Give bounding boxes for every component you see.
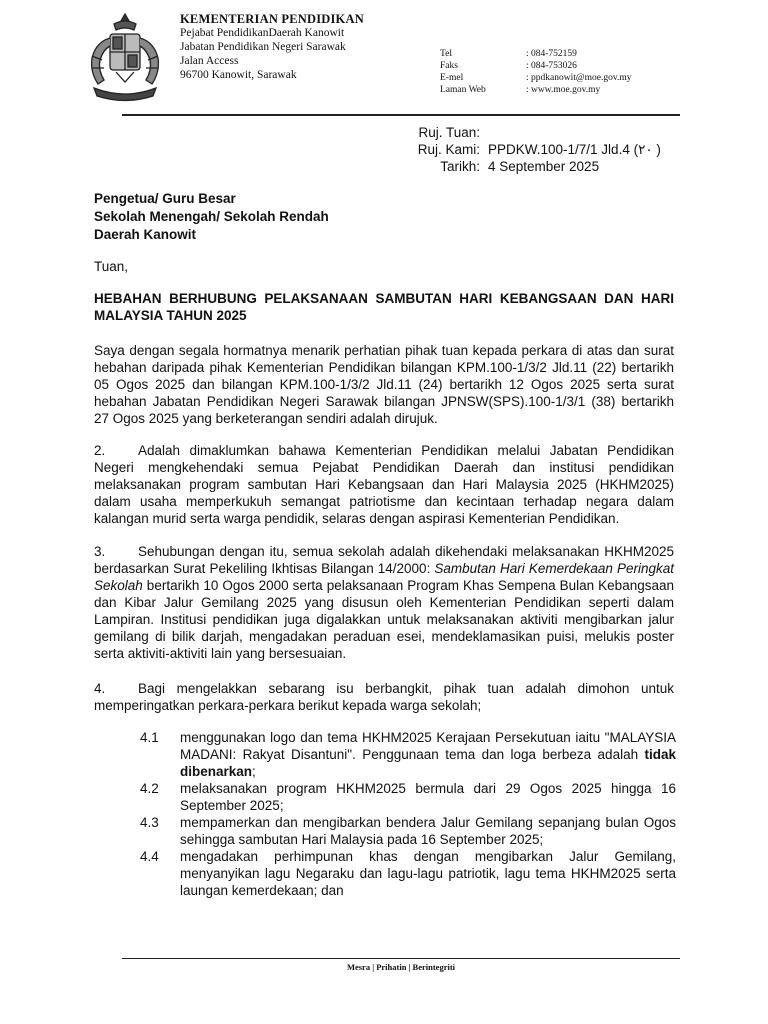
letterhead-line: 96700 Kanowit, Sarawak (180, 69, 297, 81)
item-number: 4.2 (140, 781, 159, 796)
letterhead-address (180, 12, 364, 82)
addressee-line: Sekolah Menengah/ Sekolah Rendah (94, 209, 329, 224)
contact-value: : 084-753026 (526, 61, 577, 71)
item-text (180, 729, 676, 780)
paragraph-number: 4. (94, 681, 106, 696)
list-item (140, 780, 676, 814)
item-number: 4.4 (140, 849, 159, 864)
ref-label: Ruj. Kami: (417, 142, 480, 157)
paragraph-1: Saya dengan segala hormatnya menarik perhatian pihak tuan kepada perkara di atas dan surat hebahan daripada pihak Kementerian Pendidikan bilangan KPM.100-1/3/2 Jld.11 (22) bertarikh 05 Ogos 2025 dan bilangan KPM.100-1/3/2 Jld.11 (24) bertarikh 12 Ogos 2025 serta surat hebahan Jabatan Pendidikan Negeri Sarawak bilangan JPNSW(SPS).100-1/3/1 (38) bertarikh 27 Ogos 2025 yang berketerangan sendiri adalah dirujuk. (94, 343, 674, 426)
contact-value: : ppdkanowit@moe.gov.my (526, 73, 632, 83)
contact-value: : www.moe.gov.my (526, 85, 601, 95)
footer-motto: Mesra | Prihatin | Berintegriti (346, 962, 456, 972)
reference-block (394, 124, 661, 175)
ref-label: Tarikh: (440, 159, 480, 174)
ref-value: 4 September 2025 (488, 159, 600, 174)
ministry-name: KEMENTERIAN PENDIDIKAN (180, 12, 364, 26)
paragraph-text: Sehubungan dengan itu, semua sekolah adalah dikehendaki melaksanakan HKHM2025 berdasarkan Surat Pekeliling Ikhtisas Bilangan 14/2000: (94, 544, 674, 576)
paragraph-number: 2. (94, 443, 106, 458)
item-text-bold: tidak dibenarkan (180, 747, 676, 779)
contact-label: Faks (440, 61, 458, 71)
ref-row-date (394, 158, 661, 175)
paragraph-2 (94, 442, 674, 527)
paragraph-4 (94, 680, 674, 714)
addressee-block (94, 190, 329, 244)
paragraph-text: bertarikh 10 Ogos 2000 serta pelaksanaan Program Khas Sempena Bulan Kebangsaan dan Kibar Jalur Gemilang 2025 yang disusun oleh Kementerian Pendidikan seperti dalam Lampiran. Institusi pendidikan juga digalakkan untuk melaksanakan aktiviti mengibarkan jalur gemilang di bilik darjah, mengadakan peraduan esei, mendeklamasikan puisi, melukis poster serta aktiviti-aktiviti lain yang bersesuaian. (94, 578, 674, 661)
instruction-list (140, 729, 676, 899)
footer-divider (122, 958, 680, 959)
ref-label: Ruj. Tuan: (418, 125, 480, 140)
item-text: mempamerkan dan mengibarkan bendera Jalur Gemilang sepanjang bulan Ogos sehingga sambutan Hari Malaysia pada 16 September 2025; (180, 815, 676, 847)
item-text: mengadakan perhimpunan khas dengan mengibarkan Jalur Gemilang, menyanyikan lagu Negaraku dan lagu-lagu patriotik, lagu tema HKHM2025 serta laungan kemerdekaan; dan (180, 849, 676, 898)
letterhead-line: Jalan Access (180, 55, 239, 67)
letterhead-line: Pejabat PendidikanDaerah Kanowit (180, 27, 345, 39)
coat-of-arms-icon (80, 10, 170, 106)
addressee-line: Daerah Kanowit (94, 227, 197, 242)
ref-value: PPDKW.100-1/7/1 Jld.4 (٢٠ ) (488, 142, 661, 157)
paragraph-3 (94, 543, 674, 662)
paragraph-text: Bagi mengelakkan sebarang isu berbangkit, pihak tuan adalah dimohon untuk memperingatkan perkara-perkara berikut kepada warga sekolah; (94, 681, 674, 713)
item-text-tail: ; (252, 764, 256, 779)
contact-label: E-mel (440, 73, 464, 83)
contact-value: : 084-752159 (526, 49, 577, 59)
list-item (140, 729, 676, 780)
letter-subject-heading: HEBAHAN BERHUBUNG PELAKSANAAN SAMBUTAN HARI KEBANGSAAN DAN HARI MALAYSIA TAHUN 2025 (94, 291, 674, 323)
contact-row-tel (440, 48, 632, 60)
contact-row-fax (440, 60, 632, 72)
contact-label: Laman Web (440, 85, 486, 95)
contact-row-web (440, 84, 632, 96)
paragraph-text: Adalah dimaklumkan bahawa Kementerian Pendidikan melalui Jabatan Pendidikan Negeri mengkehendaki semua Pejabat Pendidikan Daerah dan institusi pendidikan melaksanakan program sambutan Hari Kebangsaan dan Hari Malaysia 2025 (HKHM2025) dalam usaha memperkukuh semangat patriotisme dan kecintaan terhadap negara dalam kalangan murid serta warga pendidik, selaras dengan aspirasi Kementerian Pendidikan. (94, 443, 674, 526)
ref-row-tuan (394, 124, 661, 141)
addressee-line: Pengetua/ Guru Besar (94, 191, 236, 206)
contact-details (440, 48, 632, 96)
list-item (140, 814, 676, 848)
item-text-main: menggunakan logo dan tema HKHM2025 Kerajaan Persekutuan iaitu "MALAYSIA MADANI: Rakyat Disantuni". Penggunaan tema dan loga berbeza adalah (180, 730, 676, 762)
item-number: 4.3 (140, 815, 159, 830)
item-text: melaksanakan program HKHM2025 bermula dari 29 Ogos 2025 hingga 16 September 2025; (180, 781, 676, 813)
letterhead-divider (122, 114, 680, 116)
item-number: 4.1 (140, 730, 159, 745)
paragraph-number: 3. (94, 544, 106, 559)
contact-label: Tel (440, 49, 452, 59)
letterhead-line: Jabatan Pendidikan Negeri Sarawak (180, 41, 346, 53)
list-item (140, 848, 676, 899)
contact-row-email (440, 72, 632, 84)
ref-row-kami (394, 141, 661, 158)
salutation: Tuan, (94, 259, 129, 274)
circular-title: Sambutan Hari Kemerdekaan Peringkat Sekolah (94, 561, 674, 593)
